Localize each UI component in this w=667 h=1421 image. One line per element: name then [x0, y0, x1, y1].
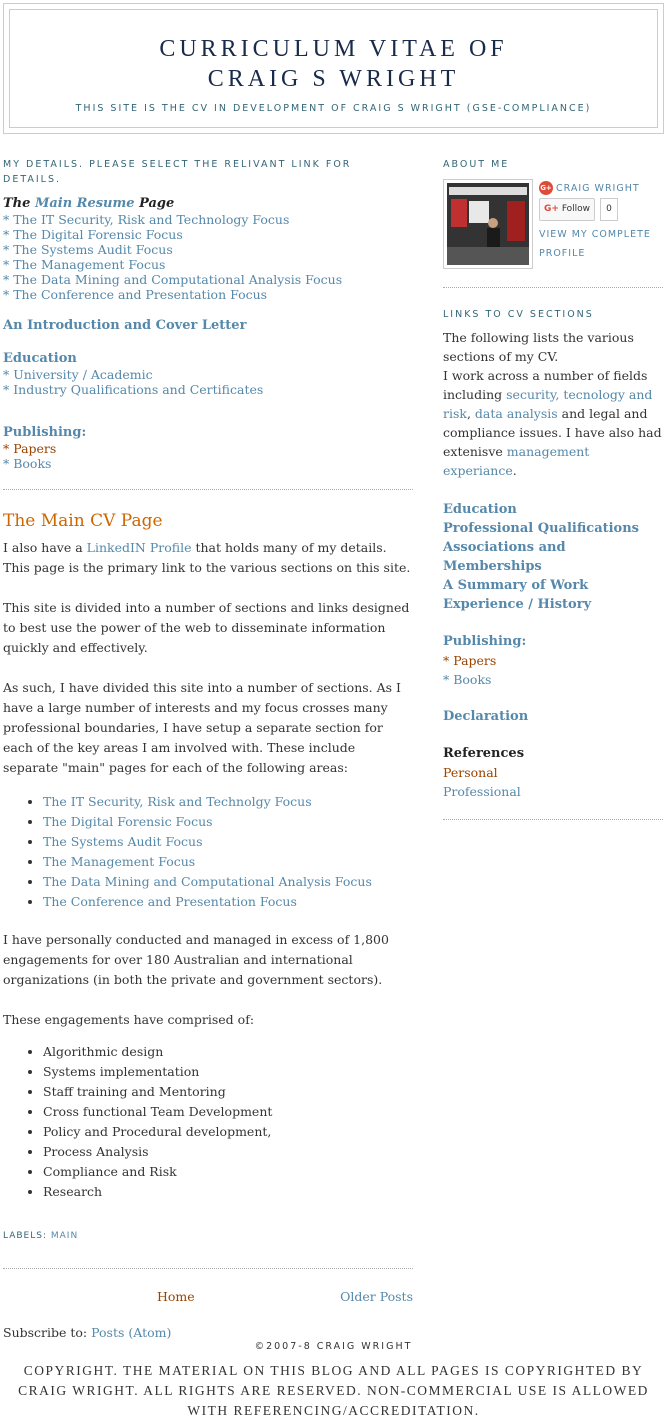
subscribe-atom-link[interactable]: Posts (Atom)	[91, 1324, 172, 1340]
copyright-short: ©2007-8 CRAIG WRIGHT	[254, 1341, 413, 1352]
divider	[443, 819, 663, 820]
security-link[interactable]: security, tecnology and risk	[443, 387, 653, 422]
post-paragraph: These engagements have comprised of:	[3, 1011, 255, 1027]
main-column	[3, 150, 413, 1342]
blog-pager	[3, 1287, 413, 1311]
p1-a: I also have a	[3, 539, 83, 555]
focus-link-item[interactable]	[3, 257, 413, 272]
focus-link-label[interactable]: * The Systems Audit Focus	[3, 242, 173, 258]
older-posts-link[interactable]: Older Posts	[340, 1288, 413, 1304]
google-plus-small-icon: G+	[544, 203, 559, 214]
profile-photo[interactable]	[443, 179, 533, 269]
education-links	[3, 367, 413, 397]
list-item[interactable]	[43, 792, 413, 812]
divider	[3, 489, 413, 490]
section-link[interactable]: Education	[443, 502, 517, 518]
focus-link-label[interactable]: * The Digital Forensic Focus	[3, 227, 183, 243]
copyright-long: COPYRIGHT. THE MATERIAL ON THIS BLOG AND ALL PAGES IS COPYRIGHTED BY CRAIG WRIGHT. ALL RIGHTS ARE RESERVED. NON-COMMERCIAL USE IS ALLOWED WITH REFERENCING/ACCREDITATION.	[18, 1362, 649, 1418]
area-link[interactable]: The Data Mining and Computational Analysis Focus	[43, 873, 372, 889]
education-heading[interactable]: Education	[3, 350, 77, 366]
links-text-2: I work across a number of fields including security, tecnology and risk, data analysis and legal and compliance issues. I have also had extenisve management experiance.	[443, 368, 662, 479]
resume-line	[3, 195, 413, 212]
list-item[interactable]	[43, 892, 413, 912]
title-line-1[interactable]: CURRICULUM VITAE OF	[159, 36, 508, 62]
focus-link-item[interactable]	[3, 227, 413, 242]
education-link-item[interactable]: * Industry Qualifications and Certificates	[3, 381, 264, 397]
labels-prefix: LABELS:	[3, 1230, 47, 1241]
sidebar	[443, 150, 663, 820]
links-text-2a: I work across a number of fields including	[443, 368, 648, 403]
focus-link-label[interactable]: * The Management Focus	[3, 257, 166, 273]
focus-link-label[interactable]: * The Data Mining and Computational Analysis Focus	[3, 272, 343, 288]
google-plus-icon: G+	[539, 181, 553, 195]
references-personal[interactable]: Personal	[443, 765, 498, 781]
follow-button[interactable]	[539, 198, 595, 221]
footer	[0, 1340, 667, 1421]
blog-description: THIS SITE IS THE CV IN DEVELOPMENT OF CRAIG S WRIGHT (GSE-COMPLIANCE)	[75, 103, 592, 114]
list-item: • Research	[43, 1182, 413, 1202]
focus-link-item[interactable]	[3, 272, 413, 287]
area-link[interactable]: The IT Security, Risk and Technolgy Focus	[43, 793, 312, 809]
post-paragraph: This site is divided into a number of sections and links designed to best use the power of the web to disseminate information quickly and effectively.	[3, 599, 410, 655]
list-item: • Compliance and Risk	[43, 1162, 413, 1182]
management-link[interactable]: management experiance	[443, 444, 590, 479]
references-heading: References	[443, 746, 525, 762]
main-resume-link[interactable]: Main Resume	[34, 196, 135, 212]
list-item[interactable]	[43, 872, 413, 892]
header	[3, 3, 664, 134]
declaration-link[interactable]: Declaration	[443, 709, 529, 725]
divider	[443, 287, 663, 288]
view-profile-link[interactable]: VIEW MY COMPLETE PROFILE	[539, 228, 651, 259]
list-item: • Systems implementation	[43, 1062, 413, 1082]
resume-prefix: The	[3, 196, 31, 212]
focus-link-label[interactable]: * The Conference and Presentation Focus	[3, 287, 268, 303]
list-item: • Process Analysis	[43, 1142, 413, 1162]
divider	[3, 1268, 413, 1269]
intro-link[interactable]: An Introduction and Cover Letter	[3, 318, 247, 334]
home-link[interactable]: Home	[157, 1288, 195, 1304]
list-item: • Staff training and Mentoring	[43, 1082, 413, 1102]
publishing-papers[interactable]: * Papers	[3, 440, 57, 456]
subscribe-prefix: Subscribe to:	[3, 1324, 88, 1340]
sidebar-publishing-heading: Publishing:	[443, 634, 527, 650]
list-item[interactable]	[43, 852, 413, 872]
list-item[interactable]	[43, 832, 413, 852]
post-paragraph: I have personally conducted and managed in excess of 1,800 engagements for over 180 Australian and international organizations (in both the private and government sectors).	[3, 931, 389, 987]
focus-link-label[interactable]: * The IT Security, Risk and Technology Focus	[3, 212, 290, 228]
post-paragraph: As such, I have divided this site into a number of sections. As I have a large number of interests and my focus crosses many professional boundaries, I have setup a separate section for each of the key areas I am involved with. These include separate "main" pages for each of the following areas:	[3, 679, 401, 775]
profile-image	[447, 183, 529, 265]
area-link[interactable]: The Conference and Presentation Focus	[43, 893, 297, 909]
post-labels	[3, 1230, 413, 1244]
list-item: • Policy and Procedural development,	[43, 1122, 413, 1142]
area-link[interactable]: The Digital Forensic Focus	[43, 813, 213, 829]
list-item: • Algorithmic design	[43, 1042, 413, 1062]
linkedin-link[interactable]: LinkedIN Profile	[86, 539, 192, 555]
area-link[interactable]: The Systems Audit Focus	[43, 833, 203, 849]
about-heading: ABOUT ME	[443, 159, 510, 170]
title-line-2[interactable]: CRAIG S WRIGHT	[207, 66, 460, 92]
details-heading: MY DETAILS. PLEASE SELECT THE RELIVANT LINK FOR DETAILS.	[3, 159, 352, 185]
follow-count: 0	[600, 198, 618, 221]
focus-link-item[interactable]	[3, 242, 413, 257]
links-heading: LINKS TO CV SECTIONS	[443, 308, 594, 320]
post	[3, 508, 413, 1244]
focus-links	[3, 212, 413, 302]
header-inner	[9, 9, 658, 128]
engagements-list	[3, 1042, 413, 1202]
data-analysis-link[interactable]: data analysis	[474, 406, 558, 422]
post-paragraph	[3, 538, 413, 578]
resume-suffix: Page	[139, 196, 175, 212]
post-title[interactable]: The Main CV Page	[3, 510, 163, 531]
links-text-1: The following lists the various sections of my CV.	[443, 330, 634, 365]
section-link[interactable]: Professional Qualifications	[443, 521, 639, 537]
follow-label: Follow	[561, 203, 591, 214]
section-link[interactable]: Associations and Memberships	[443, 540, 566, 575]
profile-name-link[interactable]: CRAIG WRIGHT	[556, 182, 640, 194]
sidebar-publishing-books[interactable]: * Books	[443, 672, 492, 688]
focus-link-item[interactable]	[3, 287, 413, 302]
links-text-2b: and legal and compliance issues. I have also had extenisve	[443, 406, 662, 460]
section-link[interactable]: A Summary of Work Experience / History	[443, 578, 592, 613]
area-link[interactable]: The Management Focus	[43, 853, 196, 869]
sidebar-publishing-papers[interactable]: * Papers	[443, 653, 497, 669]
list-item[interactable]	[43, 812, 413, 832]
publishing-heading: Publishing:	[3, 424, 87, 440]
profile	[443, 179, 663, 269]
areas-list	[3, 792, 413, 912]
publishing-books[interactable]: * Books	[3, 455, 52, 471]
focus-link-item[interactable]	[3, 212, 413, 227]
blog-title[interactable]	[10, 34, 657, 94]
list-item: • Cross functional Team Development	[43, 1102, 413, 1122]
label-main-link[interactable]: MAIN	[50, 1230, 79, 1241]
references-professional[interactable]: Professional	[443, 784, 521, 800]
education-link-item[interactable]: * University / Academic	[3, 366, 153, 382]
p1-b: that holds many of my details. This page is the primary link to the various sections on this site.	[3, 539, 411, 575]
section-links	[443, 500, 663, 614]
photo-art	[447, 183, 529, 265]
